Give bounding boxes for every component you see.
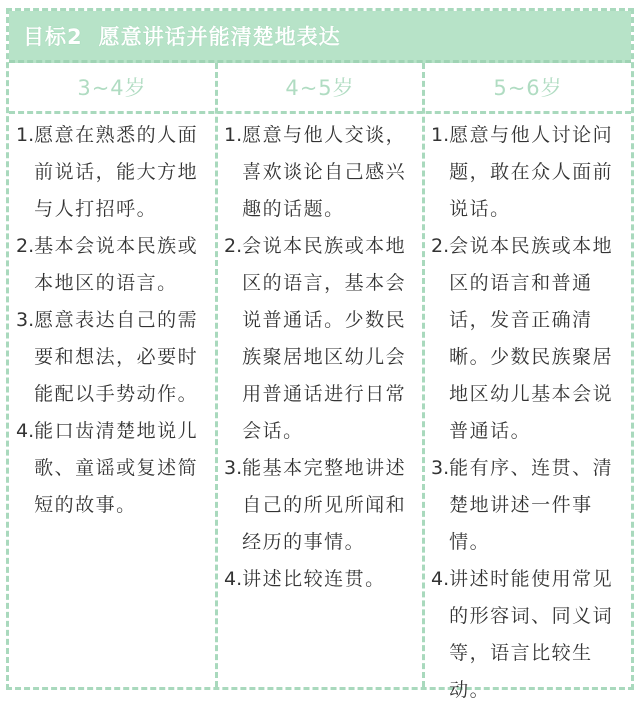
list-item (431, 228, 627, 450)
list-item (224, 561, 417, 598)
item-text: 基本会说本民族或本地区的语言。 (34, 235, 199, 294)
item-number: 2. (16, 235, 35, 257)
item-number: 4. (16, 420, 35, 442)
list-item (16, 413, 209, 524)
list-item (224, 117, 417, 228)
column-3-4 (16, 117, 209, 524)
list-item (16, 228, 209, 302)
list-item (431, 117, 627, 228)
item-text: 愿意与他人交谈，喜欢谈论自己感兴趣的话题。 (242, 124, 407, 220)
list-item (224, 450, 417, 561)
item-number: 4. (431, 568, 450, 590)
goal-label: 目标2 (23, 24, 83, 49)
age-header-4-5: 4~5岁 (285, 76, 355, 100)
item-text: 讲述比较连贯。 (242, 568, 386, 590)
column-divider (422, 63, 425, 687)
goal-text: 愿意讲话并能清楚地表达 (98, 24, 341, 49)
column-4-5 (224, 117, 417, 598)
item-text: 愿意在熟悉的人面前说话，能大方地与人打招呼。 (34, 124, 199, 220)
item-number: 3. (224, 457, 243, 479)
item-number: 4. (224, 568, 243, 590)
item-text: 能基本完整地讲述自己的所见所闻和经历的事情。 (242, 457, 407, 553)
item-number: 1. (16, 124, 35, 146)
item-number: 1. (224, 124, 243, 146)
list-item (16, 117, 209, 228)
age-header-3-4: 3~4岁 (77, 76, 147, 100)
goal-table (6, 8, 634, 701)
item-text: 能有序、连贯、清楚地讲述一件事情。 (449, 457, 614, 553)
list-item (431, 450, 627, 561)
item-number: 1. (431, 124, 450, 146)
item-text: 能口齿清楚地说儿歌、童谣或复述简短的故事。 (34, 420, 199, 516)
list-item (431, 561, 627, 709)
item-number: 3. (16, 309, 35, 331)
item-text: 愿意表达自己的需要和想法，必要时能配以手势动作。 (34, 309, 199, 405)
item-text: 讲述时能使用常见的形容词、同义词等，语言比较生动。 (449, 568, 614, 701)
item-text: 会说本民族或本地区的语言和普通话，发音正确清晰。少数民族聚居地区幼儿基本会说普通话。 (449, 235, 614, 442)
column-5-6 (431, 117, 627, 709)
item-text: 会说本民族或本地区的语言，基本会说普通话。少数民族聚居地区幼儿会用普通话进行日常会话。 (242, 235, 407, 442)
item-number: 3. (431, 457, 450, 479)
table-title (9, 11, 631, 63)
list-item (224, 228, 417, 450)
column-divider (215, 63, 218, 687)
age-header-5-6: 5~6岁 (493, 76, 563, 100)
header-divider (9, 111, 631, 114)
item-number: 2. (431, 235, 450, 257)
item-number: 2. (224, 235, 243, 257)
list-item (16, 302, 209, 413)
item-text: 愿意与他人讨论问题，敢在众人面前说话。 (449, 124, 614, 220)
